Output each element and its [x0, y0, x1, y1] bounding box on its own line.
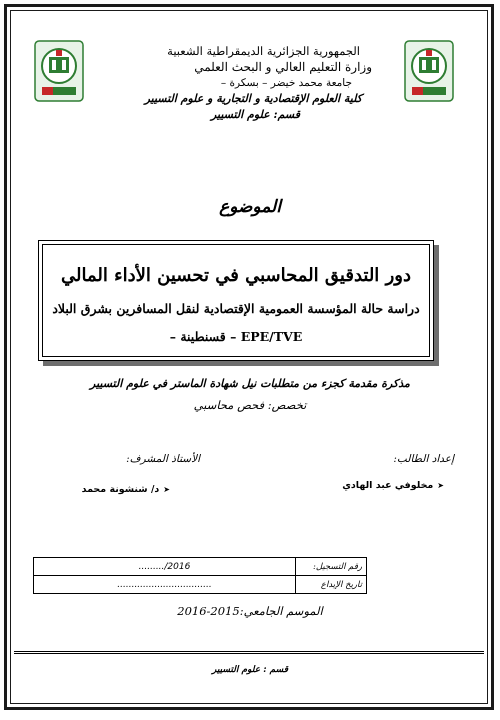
specialization: تخصص: فحص محاسبي — [193, 398, 307, 412]
registration-table — [33, 557, 367, 594]
subject-heading: الموضوع — [219, 197, 281, 217]
republic-name: الجمهورية الجزائرية الديمقراطية الشعبية — [167, 44, 360, 58]
bullet-arrow-icon: ➤ — [163, 485, 170, 494]
university-logo-left — [34, 40, 84, 102]
student-label: إعداد الطالب: — [393, 453, 454, 465]
deposit-row — [34, 576, 367, 594]
bullet-arrow-icon: ➤ — [437, 481, 444, 490]
ministry-name: وزارة التعليم العالي و البحث العلمي — [194, 60, 372, 74]
deposit-date-value: ................................. — [34, 576, 296, 594]
title-box-inner-border — [42, 244, 430, 357]
title-box — [38, 240, 434, 361]
supervisor-name: د/ شنشونة محمد — [81, 484, 160, 495]
case-study-line: دراسة حالة المؤسسة العمومية الإقتصادية لنقل المسافرين بشرق البلاد — [52, 301, 420, 316]
department-name: قسم: علوم التسيير — [210, 108, 300, 121]
deposit-date-label: تاريخ الإيداع — [296, 576, 367, 594]
memo-statement: مذكرة مقدمة كجزء من متطلبات نيل شهادة الماستر في علوم التسيير — [90, 377, 410, 390]
student-name-row — [342, 480, 444, 491]
thesis-title: دور التدقيق المحاسبي في تحسين الأداء المالي — [61, 265, 411, 286]
supervisor-name-row — [82, 484, 170, 495]
supervisor-label: الأستاذ المشرف: — [126, 453, 200, 465]
university-name: جامعة محمد خيضر – بسكرة – — [220, 77, 352, 89]
faculty-name: كلية العلوم الإقتصادية و التجارية و علوم التسيير — [144, 92, 362, 105]
registration-number-label: رقم التسجيل: — [296, 558, 367, 576]
case-study-location: EPE/TVE – قسنطينة – — [169, 329, 303, 344]
registration-number-value: ........./2016 — [34, 558, 296, 576]
footer-department: قسم : علوم التسيير — [212, 665, 288, 675]
registration-row — [34, 558, 367, 576]
footer-divider — [14, 651, 484, 654]
university-logo-right — [404, 40, 454, 102]
academic-year: الموسم الجامعي:2015-2016 — [177, 604, 323, 618]
student-name: مخلوفي عبد الهادي — [342, 480, 434, 491]
